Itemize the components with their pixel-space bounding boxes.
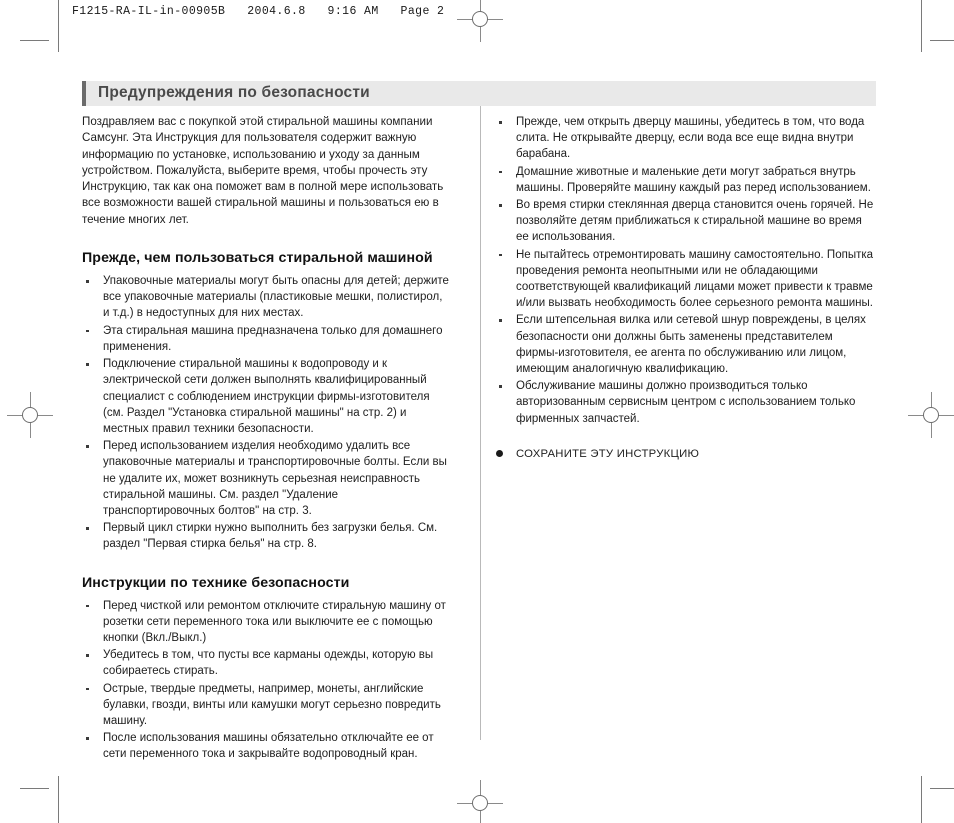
registration-mark-top — [457, 0, 503, 42]
list-item: Домашние животные и маленькие дети могут забраться внутрь машины. Проверяйте машину каждый раз перед использованием. — [495, 164, 877, 196]
registration-mark-bottom — [457, 780, 503, 823]
crop-mark-bottom-right-horizontal — [930, 788, 954, 789]
page-title: Предупреждения по безопасности — [98, 84, 370, 101]
safety-bullet-list — [82, 598, 450, 763]
list-item: После использования машины обязательно отключайте ее от сети переменного тока и закрывайте водопроводный кран. — [82, 730, 450, 762]
heading-safety-instructions: Инструкции по технике безопасности — [82, 574, 350, 591]
intro-paragraph: Поздравляем вас с покупкой этой стиральной машины компании Самсунг. Эта Инструкция для пользователя содержит важную информацию по установке, использованию и уходу за данным устройством. Пожалуйста, выберите время, чтобы прочесть эту Инструкцию, так как она поможет вам в полной мере использовать все возможности вашей стиральной машины и пользоваться ею в течение многих лет. — [82, 115, 444, 226]
before-use-bullet-list — [82, 273, 450, 552]
registration-circle — [22, 407, 38, 423]
list-item: Эта стиральная машина предназначена только для домашнего применения. — [82, 323, 450, 355]
list-item: Острые, твердые предметы, например, монеты, английские булавки, гвозди, винты или камушки могут серьезно повредить машину. — [82, 681, 450, 730]
registration-mark-right — [908, 392, 954, 438]
list-item: Обслуживание машины должно производиться только авторизованным сервисным центром с использованием только фирменных запчастей. — [495, 378, 877, 427]
list-item: Упаковочные материалы могут быть опасны для детей; держите все упаковочные материалы (пластиковые мешки, полистирол, и т.д.) в недоступных для них местах. — [82, 273, 450, 322]
list-item: Первый цикл стирки нужно выполнить без загрузки белья. См. раздел "Первая стирка белья" на стр. 8. — [82, 520, 450, 552]
crop-mark-top-right-horizontal — [930, 40, 954, 41]
save-instruction-note: СОХРАНИТЕ ЭТУ ИНСТРУКЦИЮ — [495, 446, 877, 462]
list-item: Если штепсельная вилка или сетевой шнур повреждены, в целях безопасности они должны быть заменены представителем фирмы-изготовителя, ее агента по обслуживанию или лицом, имеющим аналогичную квалификацию. — [495, 312, 877, 377]
column-divider — [480, 82, 481, 740]
registration-circle — [472, 11, 488, 27]
left-text-column — [82, 114, 450, 764]
list-item: Прежде, чем открыть дверцу машины, убедитесь в том, что вода слита. Не открывайте дверцу, если вода все еще видна внутри барабана. — [495, 114, 877, 163]
right-text-column — [495, 114, 877, 462]
registration-mark-left — [7, 392, 53, 438]
crop-mark-bottom-left-vertical — [58, 776, 59, 823]
right-column-bullet-list — [495, 114, 877, 427]
crop-mark-top-right-vertical — [921, 0, 922, 52]
crop-mark-top-left-horizontal — [20, 40, 49, 41]
list-item: Не пытайтесь отремонтировать машину самостоятельно. Попытка проведения ремонта неопытными или не обладающими соответствующей квалификаций лицами может привести к травме и/или вызвать необходимость более серьезного ремонта машины. — [495, 247, 877, 312]
list-item: Подключение стиральной машины к водопроводу и к электрической сети должен выполнять квалифицированный специалист с соблюдением инструкции фирмы-изготовителя (см. Раздел "Установка стиральной машины" на стр. 2) и местных правил техники безопасности. — [82, 356, 450, 437]
list-item: Перед использованием изделия необходимо удалить все упаковочные материалы и транспортировочные болты. Если вы не удалите их, может возникнуть серьезная неисправность стиральной машины. См. раздел "Удаление транспортировочных болтов" на стр. 3. — [82, 438, 450, 519]
list-item: Перед чисткой или ремонтом отключите стиральную машину от розетки сети переменного тока или выключите ее с помощью кнопки (Вкл./Выкл.) — [82, 598, 450, 647]
registration-circle — [472, 795, 488, 811]
list-item: Во время стирки стеклянная дверца становится очень горячей. Не позволяйте детям приближаться к стиральной машине во время ее использования. — [495, 197, 877, 246]
registration-circle — [923, 407, 939, 423]
crop-mark-bottom-left-horizontal — [20, 788, 49, 789]
print-job-header: F1215-RA-IL-in-00905B 2004.6.8 9:16 AM Page 2 — [72, 5, 445, 18]
heading-before-use: Прежде, чем пользоваться стиральной машиной — [82, 250, 433, 267]
crop-mark-top-left-vertical — [58, 0, 59, 52]
crop-mark-bottom-right-vertical — [921, 776, 922, 823]
section-title-bar — [82, 81, 876, 106]
list-item: Убедитесь в том, что пусты все карманы одежды, которую вы собираетесь стирать. — [82, 647, 450, 679]
